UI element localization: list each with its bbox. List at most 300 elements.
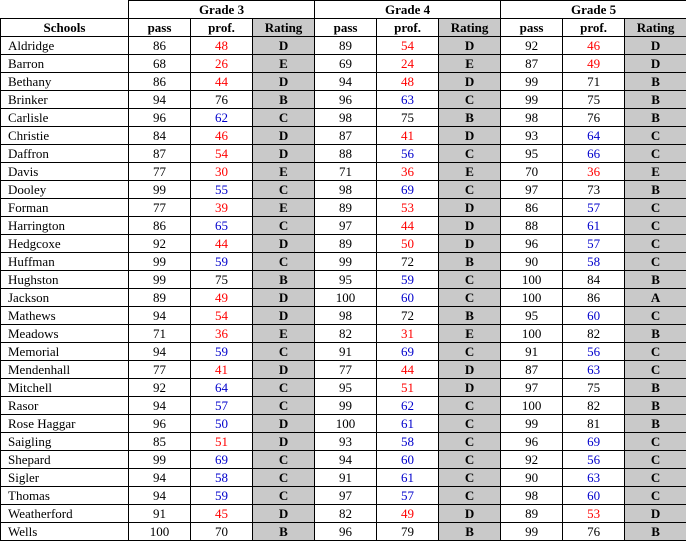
rating-cell: B <box>439 253 501 271</box>
rating-cell: D <box>253 505 315 523</box>
pass-cell: 96 <box>501 235 563 253</box>
rating-cell: B <box>625 523 686 541</box>
table-row <box>1 505 686 523</box>
pass-cell: 95 <box>501 145 563 163</box>
rating-cell: C <box>625 127 686 145</box>
prof-cell: 44 <box>191 235 253 253</box>
table-row <box>1 109 686 127</box>
school-name: Jackson <box>1 289 129 307</box>
prof-cell: 75 <box>377 109 439 127</box>
prof-cell: 69 <box>191 451 253 469</box>
rating-cell: D <box>439 361 501 379</box>
school-name: Rasor <box>1 397 129 415</box>
rating-cell: C <box>253 487 315 505</box>
rating-cell: C <box>439 145 501 163</box>
school-name: Christie <box>1 127 129 145</box>
pass-cell: 94 <box>129 469 191 487</box>
grade-5-header: Grade 5 <box>501 1 686 19</box>
prof-cell: 49 <box>563 55 625 73</box>
table-row <box>1 199 686 217</box>
table-row <box>1 91 686 109</box>
table-row <box>1 145 686 163</box>
prof-cell: 60 <box>377 451 439 469</box>
prof-cell: 44 <box>377 361 439 379</box>
prof-cell: 53 <box>377 199 439 217</box>
rating-cell: D <box>439 217 501 235</box>
prof-cell: 86 <box>563 289 625 307</box>
school-name: Memorial <box>1 343 129 361</box>
pass-cell: 89 <box>129 289 191 307</box>
prof-cell: 71 <box>563 73 625 91</box>
table-row <box>1 73 686 91</box>
prof-cell: 60 <box>563 487 625 505</box>
rating-cell: C <box>253 469 315 487</box>
rating-cell: E <box>439 55 501 73</box>
rating-cell: B <box>625 91 686 109</box>
school-name: Saigling <box>1 433 129 451</box>
prof-cell: 49 <box>377 505 439 523</box>
pass-cell: 86 <box>129 37 191 55</box>
rating-cell: C <box>253 451 315 469</box>
pass-cell: 70 <box>501 163 563 181</box>
rating-cell: D <box>439 127 501 145</box>
table-row <box>1 487 686 505</box>
pass-cell: 98 <box>315 181 377 199</box>
prof-cell: 59 <box>191 253 253 271</box>
table-row <box>1 217 686 235</box>
school-name: Bethany <box>1 73 129 91</box>
prof-cell: 46 <box>191 127 253 145</box>
table-row <box>1 307 686 325</box>
rating-cell: D <box>439 37 501 55</box>
pass-cell: 82 <box>315 325 377 343</box>
grade-4-header: Grade 4 <box>315 1 501 19</box>
table-row <box>1 271 686 289</box>
rating-header: Rating <box>253 19 315 37</box>
pass-cell: 99 <box>501 73 563 91</box>
prof-cell: 61 <box>377 469 439 487</box>
school-name: Huffman <box>1 253 129 271</box>
rating-cell: D <box>439 199 501 217</box>
prof-cell: 63 <box>563 361 625 379</box>
rating-cell: B <box>253 523 315 541</box>
pass-cell: 71 <box>315 163 377 181</box>
school-name: Sigler <box>1 469 129 487</box>
rating-cell: D <box>253 361 315 379</box>
prof-cell: 72 <box>377 253 439 271</box>
prof-cell: 63 <box>377 91 439 109</box>
rating-cell: C <box>439 181 501 199</box>
rating-cell: D <box>253 127 315 145</box>
table-row <box>1 289 686 307</box>
prof-cell: 54 <box>377 37 439 55</box>
pass-cell: 77 <box>129 163 191 181</box>
prof-cell: 72 <box>377 307 439 325</box>
rating-cell: C <box>439 343 501 361</box>
rating-cell: D <box>439 505 501 523</box>
table-row <box>1 55 686 73</box>
prof-cell: 75 <box>191 271 253 289</box>
school-name: Carlisle <box>1 109 129 127</box>
prof-cell: 50 <box>377 235 439 253</box>
rating-cell: C <box>625 307 686 325</box>
pass-cell: 100 <box>501 325 563 343</box>
pass-cell: 89 <box>315 235 377 253</box>
pass-cell: 94 <box>129 307 191 325</box>
pass-cell: 86 <box>501 199 563 217</box>
school-name: Dooley <box>1 181 129 199</box>
grade-3-header: Grade 3 <box>129 1 315 19</box>
pass-header: pass <box>129 19 191 37</box>
prof-cell: 53 <box>563 505 625 523</box>
prof-cell: 60 <box>563 307 625 325</box>
pass-cell: 91 <box>501 343 563 361</box>
grade-header-row <box>1 1 686 19</box>
rating-header: Rating <box>625 19 686 37</box>
prof-cell: 36 <box>377 163 439 181</box>
rating-cell: B <box>625 181 686 199</box>
rating-cell: C <box>253 109 315 127</box>
prof-cell: 31 <box>377 325 439 343</box>
prof-cell: 64 <box>191 379 253 397</box>
school-name: Rose Haggar <box>1 415 129 433</box>
pass-cell: 100 <box>315 415 377 433</box>
rating-cell: C <box>253 379 315 397</box>
table-row <box>1 325 686 343</box>
pass-cell: 87 <box>501 361 563 379</box>
prof-cell: 58 <box>377 433 439 451</box>
table-row <box>1 433 686 451</box>
prof-cell: 58 <box>563 253 625 271</box>
pass-cell: 94 <box>129 397 191 415</box>
prof-cell: 48 <box>377 73 439 91</box>
prof-header: prof. <box>191 19 253 37</box>
rating-cell: D <box>253 415 315 433</box>
pass-cell: 91 <box>315 343 377 361</box>
pass-cell: 96 <box>501 433 563 451</box>
rating-cell: C <box>253 343 315 361</box>
prof-cell: 41 <box>191 361 253 379</box>
pass-cell: 94 <box>315 73 377 91</box>
school-name: Hedgcoxe <box>1 235 129 253</box>
pass-cell: 100 <box>501 397 563 415</box>
prof-cell: 46 <box>563 37 625 55</box>
school-name: Aldridge <box>1 37 129 55</box>
pass-cell: 98 <box>315 307 377 325</box>
pass-cell: 98 <box>501 487 563 505</box>
prof-cell: 51 <box>191 433 253 451</box>
prof-cell: 54 <box>191 307 253 325</box>
pass-cell: 93 <box>501 127 563 145</box>
rating-cell: C <box>253 253 315 271</box>
school-name: Davis <box>1 163 129 181</box>
school-name: Mitchell <box>1 379 129 397</box>
table-row <box>1 37 686 55</box>
prof-cell: 59 <box>377 271 439 289</box>
pass-cell: 95 <box>501 307 563 325</box>
prof-cell: 75 <box>563 379 625 397</box>
prof-cell: 65 <box>191 217 253 235</box>
prof-cell: 82 <box>563 397 625 415</box>
rating-cell: D <box>439 73 501 91</box>
rating-cell: E <box>253 325 315 343</box>
school-name: Weatherford <box>1 505 129 523</box>
rating-cell: A <box>625 289 686 307</box>
prof-cell: 79 <box>377 523 439 541</box>
rating-cell: C <box>625 487 686 505</box>
corner-cell <box>1 1 129 19</box>
rating-cell: B <box>253 271 315 289</box>
rating-cell: C <box>439 487 501 505</box>
pass-cell: 97 <box>315 217 377 235</box>
rating-cell: C <box>253 397 315 415</box>
rating-cell: C <box>439 469 501 487</box>
pass-cell: 99 <box>129 451 191 469</box>
rating-cell: B <box>253 91 315 109</box>
pass-cell: 95 <box>315 271 377 289</box>
prof-cell: 60 <box>377 289 439 307</box>
prof-cell: 54 <box>191 145 253 163</box>
pass-cell: 96 <box>315 91 377 109</box>
pass-cell: 87 <box>315 127 377 145</box>
prof-cell: 76 <box>563 523 625 541</box>
prof-cell: 66 <box>563 145 625 163</box>
pass-cell: 92 <box>129 235 191 253</box>
prof-header: prof. <box>377 19 439 37</box>
prof-cell: 73 <box>563 181 625 199</box>
pass-cell: 94 <box>129 487 191 505</box>
pass-cell: 84 <box>129 127 191 145</box>
prof-cell: 70 <box>191 523 253 541</box>
pass-cell: 99 <box>315 253 377 271</box>
pass-cell: 89 <box>315 37 377 55</box>
school-name: Barron <box>1 55 129 73</box>
prof-cell: 62 <box>377 397 439 415</box>
pass-cell: 96 <box>315 523 377 541</box>
prof-cell: 55 <box>191 181 253 199</box>
schools-header: Schools <box>1 19 129 37</box>
pass-cell: 68 <box>129 55 191 73</box>
rating-cell: D <box>253 307 315 325</box>
pass-cell: 99 <box>129 271 191 289</box>
pass-cell: 96 <box>129 415 191 433</box>
pass-cell: 91 <box>315 469 377 487</box>
prof-cell: 39 <box>191 199 253 217</box>
prof-cell: 51 <box>377 379 439 397</box>
pass-cell: 99 <box>501 523 563 541</box>
rating-cell: E <box>253 199 315 217</box>
rating-cell: D <box>253 235 315 253</box>
prof-cell: 76 <box>563 109 625 127</box>
pass-cell: 98 <box>315 109 377 127</box>
pass-header: pass <box>315 19 377 37</box>
prof-cell: 69 <box>377 343 439 361</box>
pass-cell: 97 <box>501 379 563 397</box>
rating-cell: B <box>625 397 686 415</box>
pass-cell: 99 <box>129 253 191 271</box>
prof-cell: 75 <box>563 91 625 109</box>
rating-cell: D <box>625 55 686 73</box>
pass-cell: 94 <box>315 451 377 469</box>
pass-cell: 99 <box>501 91 563 109</box>
rating-cell: C <box>625 199 686 217</box>
pass-cell: 92 <box>129 379 191 397</box>
prof-cell: 56 <box>377 145 439 163</box>
rating-cell: C <box>625 451 686 469</box>
prof-cell: 76 <box>191 91 253 109</box>
prof-cell: 44 <box>377 217 439 235</box>
rating-cell: C <box>253 181 315 199</box>
school-name: Mathews <box>1 307 129 325</box>
rating-cell: B <box>625 73 686 91</box>
table-row <box>1 181 686 199</box>
table-row <box>1 451 686 469</box>
school-name: Harrington <box>1 217 129 235</box>
pass-cell: 92 <box>501 451 563 469</box>
prof-cell: 24 <box>377 55 439 73</box>
prof-cell: 36 <box>191 325 253 343</box>
rating-cell: C <box>439 271 501 289</box>
prof-cell: 44 <box>191 73 253 91</box>
school-name: Hughston <box>1 271 129 289</box>
pass-cell: 100 <box>501 289 563 307</box>
prof-cell: 62 <box>191 109 253 127</box>
rating-cell: D <box>253 433 315 451</box>
prof-cell: 50 <box>191 415 253 433</box>
table-row <box>1 127 686 145</box>
pass-cell: 92 <box>501 37 563 55</box>
rating-cell: C <box>625 217 686 235</box>
school-name: Forman <box>1 199 129 217</box>
prof-cell: 59 <box>191 343 253 361</box>
rating-cell: C <box>625 145 686 163</box>
rating-cell: D <box>253 289 315 307</box>
rating-cell: D <box>625 37 686 55</box>
prof-cell: 57 <box>377 487 439 505</box>
rating-cell: D <box>253 37 315 55</box>
pass-cell: 97 <box>315 487 377 505</box>
table-body <box>1 37 686 541</box>
pass-cell: 85 <box>129 433 191 451</box>
rating-cell: E <box>439 163 501 181</box>
rating-cell: E <box>253 163 315 181</box>
school-name: Brinker <box>1 91 129 109</box>
prof-cell: 26 <box>191 55 253 73</box>
school-name: Mendenhall <box>1 361 129 379</box>
rating-cell: B <box>625 271 686 289</box>
rating-cell: B <box>625 109 686 127</box>
table-row <box>1 163 686 181</box>
school-name: Daffron <box>1 145 129 163</box>
pass-cell: 86 <box>129 217 191 235</box>
table-row <box>1 397 686 415</box>
pass-cell: 69 <box>315 55 377 73</box>
pass-cell: 90 <box>501 469 563 487</box>
rating-cell: C <box>439 451 501 469</box>
prof-cell: 48 <box>191 37 253 55</box>
pass-cell: 99 <box>129 181 191 199</box>
rating-header: Rating <box>439 19 501 37</box>
rating-cell: E <box>439 325 501 343</box>
prof-cell: 84 <box>563 271 625 289</box>
prof-cell: 57 <box>191 397 253 415</box>
pass-cell: 100 <box>129 523 191 541</box>
pass-cell: 82 <box>315 505 377 523</box>
rating-cell: C <box>625 343 686 361</box>
prof-cell: 81 <box>563 415 625 433</box>
table-row <box>1 379 686 397</box>
pass-cell: 88 <box>315 145 377 163</box>
prof-cell: 61 <box>563 217 625 235</box>
prof-cell: 61 <box>377 415 439 433</box>
pass-cell: 100 <box>315 289 377 307</box>
rating-cell: C <box>439 289 501 307</box>
table-row <box>1 253 686 271</box>
school-name: Meadows <box>1 325 129 343</box>
prof-cell: 59 <box>191 487 253 505</box>
pass-cell: 99 <box>315 397 377 415</box>
rating-cell: C <box>625 253 686 271</box>
rating-cell: D <box>625 505 686 523</box>
rating-cell: C <box>625 235 686 253</box>
table-row <box>1 235 686 253</box>
prof-cell: 57 <box>563 199 625 217</box>
rating-cell: C <box>625 469 686 487</box>
school-name: Shepard <box>1 451 129 469</box>
prof-cell: 56 <box>563 343 625 361</box>
pass-cell: 86 <box>129 73 191 91</box>
rating-cell: C <box>439 397 501 415</box>
table-row <box>1 415 686 433</box>
pass-cell: 71 <box>129 325 191 343</box>
table-row <box>1 361 686 379</box>
pass-cell: 94 <box>129 343 191 361</box>
rating-cell: D <box>253 73 315 91</box>
rating-cell: B <box>625 415 686 433</box>
rating-cell: D <box>439 235 501 253</box>
pass-cell: 93 <box>315 433 377 451</box>
pass-cell: 99 <box>501 415 563 433</box>
rating-cell: B <box>439 523 501 541</box>
rating-cell: C <box>625 433 686 451</box>
prof-cell: 56 <box>563 451 625 469</box>
prof-cell: 69 <box>377 181 439 199</box>
rating-cell: C <box>439 415 501 433</box>
column-header-row <box>1 19 686 37</box>
pass-cell: 87 <box>501 55 563 73</box>
pass-cell: 90 <box>501 253 563 271</box>
table-row <box>1 523 686 541</box>
prof-cell: 82 <box>563 325 625 343</box>
rating-cell: B <box>439 109 501 127</box>
rating-cell: B <box>625 379 686 397</box>
table-row <box>1 469 686 487</box>
rating-cell: C <box>439 433 501 451</box>
prof-cell: 57 <box>563 235 625 253</box>
prof-cell: 63 <box>563 469 625 487</box>
pass-cell: 100 <box>501 271 563 289</box>
rating-cell: D <box>439 379 501 397</box>
pass-cell: 77 <box>315 361 377 379</box>
pass-cell: 97 <box>501 181 563 199</box>
table-row <box>1 343 686 361</box>
rating-cell: D <box>253 145 315 163</box>
pass-cell: 94 <box>129 91 191 109</box>
pass-cell: 87 <box>129 145 191 163</box>
rating-cell: B <box>439 307 501 325</box>
prof-cell: 41 <box>377 127 439 145</box>
pass-header: pass <box>501 19 563 37</box>
